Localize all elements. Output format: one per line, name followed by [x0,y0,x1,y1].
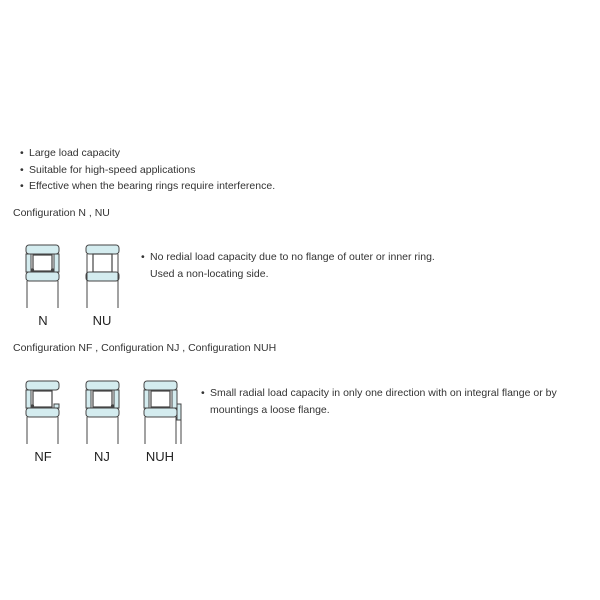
section1-description [141,249,435,283]
label-nj: NJ [94,449,110,464]
description-line: Used a non-locating side. [150,268,269,280]
section-title-nf-nj-nuh: Configuration NF , Configuration NJ , Configuration NUH [13,342,277,354]
label-n: N [38,313,48,328]
description-line: mountings a loose flange. [210,404,330,416]
label-nuh: NUH [145,449,175,464]
bearing-nuh-diagram [143,380,185,446]
feature-item: • Effective when the bearing rings require interference. [20,178,275,195]
bearing-n-diagram [25,244,61,310]
label-nu: NU [92,313,112,328]
bearing-nf-diagram [25,380,61,446]
label-nf: NF [34,449,52,464]
feature-list [20,145,275,195]
bearing-nj-diagram [85,380,121,446]
feature-item: • Large load capacity [20,145,275,162]
description-line: • No redial load capacity due to no flange of outer or inner ring. [141,249,435,266]
section2-description [201,385,557,419]
description-line: • Small radial load capacity in only one direction with on integral flange or by [201,385,557,402]
section-title-n-nu: Configuration N , NU [13,207,110,219]
bearing-nu-diagram [85,244,121,310]
feature-item: • Suitable for high-speed applications [20,162,275,179]
